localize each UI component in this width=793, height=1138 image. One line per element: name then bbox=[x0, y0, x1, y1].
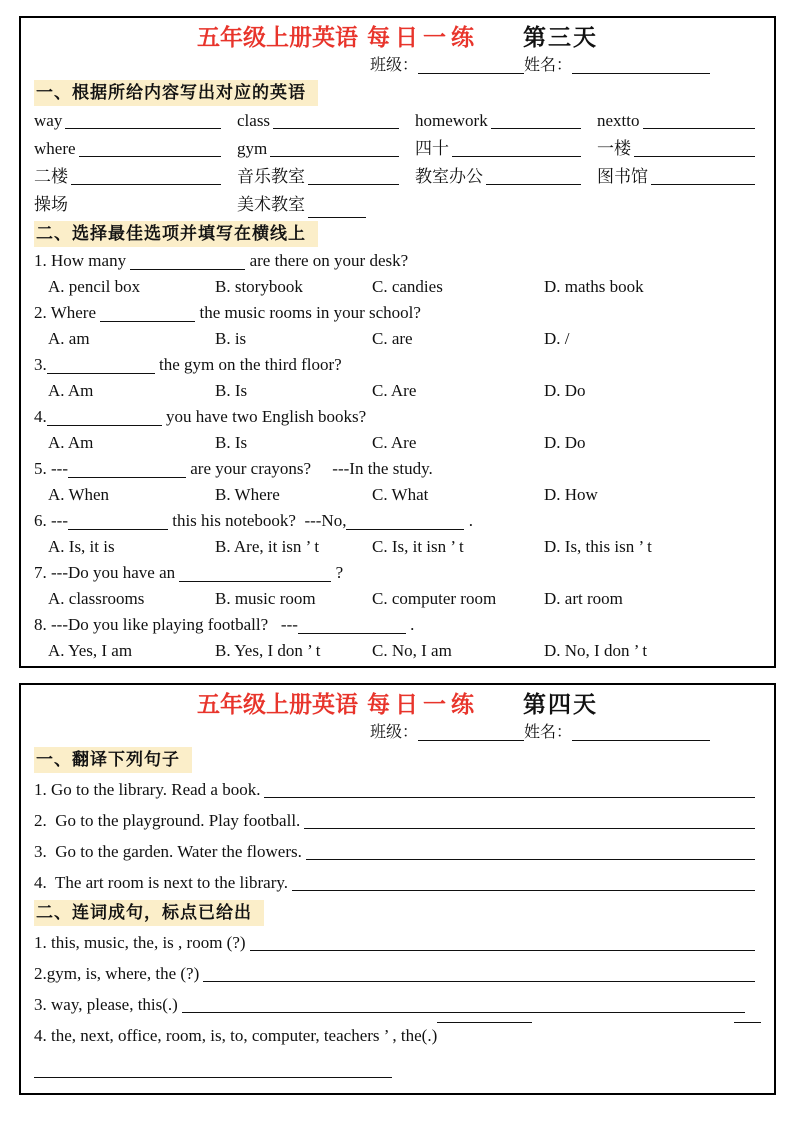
class-blank-line bbox=[418, 71, 524, 74]
vocab-cell bbox=[597, 135, 761, 163]
question-text: 8. ---Do you like playing football? --- bbox=[34, 615, 298, 634]
class-blank-line bbox=[418, 738, 524, 741]
question-text: 2. Where bbox=[34, 303, 101, 322]
vocab-grid bbox=[34, 107, 761, 219]
answer-blank-line bbox=[292, 890, 755, 891]
question-line bbox=[34, 404, 761, 430]
vocab-blank-line bbox=[308, 217, 366, 218]
option-b: B. Is bbox=[215, 433, 248, 452]
vocab-cell bbox=[34, 191, 237, 219]
worksheet-day3 bbox=[19, 16, 776, 668]
name-blank-line bbox=[572, 71, 710, 74]
option-b: B. Yes, I don ’ t bbox=[215, 641, 321, 660]
option-b: B. Are, it isn ’ t bbox=[215, 537, 320, 556]
rearrange-item bbox=[34, 958, 761, 989]
rearrange-text: 1. this, music, the, is , room (?) bbox=[34, 933, 246, 952]
answer-blank-line bbox=[264, 797, 755, 798]
question-line bbox=[34, 352, 761, 378]
option-b: B. is bbox=[215, 329, 247, 348]
option-d: D. Do bbox=[544, 433, 586, 452]
translation-item bbox=[34, 774, 761, 805]
vocab-label: nextto bbox=[597, 111, 640, 130]
option-a: A. pencil box bbox=[48, 277, 141, 296]
question-text: are your crayons? ---In the study. bbox=[185, 459, 433, 478]
options-row bbox=[34, 430, 761, 456]
question-line bbox=[34, 560, 761, 586]
answer-blank-line bbox=[203, 981, 755, 982]
rearrange-text: 3. way, please, this(.) bbox=[34, 995, 178, 1014]
title-series: 每日一练 bbox=[367, 25, 479, 50]
rearrange-text: 2.gym, is, where, the (?) bbox=[34, 964, 200, 983]
question-text: this his notebook? ---No, bbox=[167, 511, 347, 530]
question-blank bbox=[47, 371, 155, 374]
option-d: D. No, I don ’ t bbox=[544, 641, 648, 660]
question-blank bbox=[298, 631, 406, 634]
vocab-blank-line bbox=[308, 184, 399, 185]
vocab-cell bbox=[237, 135, 415, 163]
question-blank bbox=[47, 423, 162, 426]
class-label: 班级： bbox=[370, 57, 419, 74]
rearrange-item bbox=[34, 927, 761, 958]
option-d: D. / bbox=[544, 329, 570, 348]
options-row bbox=[34, 274, 761, 300]
question-blank bbox=[68, 527, 168, 530]
title-book: 五年级上册英语 bbox=[197, 25, 358, 50]
option-d: D. maths book bbox=[544, 277, 644, 296]
translation-text: 4. The art room is next to the library. bbox=[34, 873, 288, 892]
option-d: D. Do bbox=[544, 381, 586, 400]
question-line bbox=[34, 300, 761, 326]
vocab-cell bbox=[237, 191, 415, 219]
question-text: ? bbox=[331, 563, 344, 582]
rearrange-item bbox=[34, 1020, 761, 1051]
options-row bbox=[34, 638, 761, 664]
question-blank bbox=[100, 319, 195, 322]
vocab-label: 二楼 bbox=[34, 167, 68, 186]
answer-blank-line bbox=[182, 1012, 745, 1013]
option-c: C. candies bbox=[372, 277, 443, 296]
options-row bbox=[34, 326, 761, 352]
options-row bbox=[34, 482, 761, 508]
option-c: C. What bbox=[372, 485, 429, 504]
option-a: A. Am bbox=[48, 381, 94, 400]
title-day: 第四天 bbox=[523, 692, 598, 717]
vocab-cell bbox=[597, 107, 761, 135]
vocab-cell bbox=[237, 163, 415, 191]
question-blank bbox=[179, 579, 331, 582]
vocab-blank-line bbox=[452, 156, 581, 157]
title-book: 五年级上册英语 bbox=[197, 692, 358, 717]
option-c: C. Are bbox=[372, 381, 417, 400]
section-header-rearrange: 二、连词成句，标点已给出 bbox=[34, 900, 264, 926]
question-text: 4. bbox=[34, 407, 47, 426]
vocab-cell bbox=[34, 135, 237, 163]
question-text: you have two English books? bbox=[161, 407, 367, 426]
section-header-translate: 一、翻译下列句子 bbox=[34, 747, 192, 773]
answer-blank-line bbox=[250, 950, 755, 951]
page-title bbox=[34, 22, 761, 53]
vocab-cell bbox=[415, 191, 597, 219]
vocab-label: where bbox=[34, 139, 76, 158]
option-c: C. Are bbox=[372, 433, 417, 452]
option-d: D. Is, this isn ’ t bbox=[544, 537, 652, 556]
question-text: 6. --- bbox=[34, 511, 68, 530]
translation-item bbox=[34, 867, 761, 898]
translation-text: 3. Go to the garden. Water the flowers. bbox=[34, 842, 302, 861]
section-header-choice: 二、选择最佳选项并填写在横线上 bbox=[34, 221, 318, 247]
vocab-blank-line bbox=[65, 128, 221, 129]
title-series: 每日一练 bbox=[367, 692, 479, 717]
question-text: 5. --- bbox=[34, 459, 68, 478]
vocab-cell bbox=[597, 191, 761, 219]
option-d: D. How bbox=[544, 485, 598, 504]
title-day: 第三天 bbox=[523, 25, 598, 50]
vocab-label: homework bbox=[415, 111, 488, 130]
vocab-cell bbox=[415, 163, 597, 191]
question-blank bbox=[68, 475, 186, 478]
vocab-blank-line bbox=[486, 184, 581, 185]
question-text: the music rooms in your school? bbox=[195, 303, 421, 322]
question-line bbox=[34, 612, 761, 638]
option-c: C. are bbox=[372, 329, 413, 348]
option-a: A. Am bbox=[48, 433, 94, 452]
option-d: D. art room bbox=[544, 589, 623, 608]
question-line bbox=[34, 456, 761, 482]
question-text: 1. How many bbox=[34, 251, 131, 270]
options-row bbox=[34, 586, 761, 612]
vocab-blank-line bbox=[643, 128, 756, 129]
vocab-cell bbox=[237, 107, 415, 135]
vocab-label: gym bbox=[237, 139, 268, 158]
answer-blank-line bbox=[734, 1020, 761, 1023]
option-b: B. music room bbox=[215, 589, 316, 608]
vocab-blank-line bbox=[273, 128, 399, 129]
rearrange-text: 4. the, next, office, room, is, to, computer, teachers ’ , the(.) bbox=[34, 1026, 438, 1045]
translation-text: 1. Go to the library. Read a book. bbox=[34, 780, 261, 799]
option-a: A. When bbox=[48, 485, 110, 504]
question-line bbox=[34, 248, 761, 274]
options-row bbox=[34, 534, 761, 560]
class-name-line bbox=[34, 720, 761, 745]
answer-blank-line bbox=[306, 859, 755, 860]
vocab-cell bbox=[34, 107, 237, 135]
translation-item bbox=[34, 805, 761, 836]
question-text: the gym on the third floor? bbox=[154, 355, 342, 374]
option-c: C. computer room bbox=[372, 589, 497, 608]
option-a: A. am bbox=[48, 329, 90, 348]
vocab-label: way bbox=[34, 111, 63, 130]
vocab-label: 操场 bbox=[34, 195, 68, 214]
vocab-blank-line bbox=[651, 184, 755, 185]
vocab-label: 四十 bbox=[415, 139, 449, 158]
translation-text: 2. Go to the playground. Play football. bbox=[34, 811, 301, 830]
vocab-blank-line bbox=[270, 156, 399, 157]
vocab-label: 教室办公 bbox=[415, 167, 483, 186]
vocab-cell bbox=[597, 163, 761, 191]
option-a: A. classrooms bbox=[48, 589, 145, 608]
vocab-blank-line bbox=[491, 128, 581, 129]
answer-blank-line bbox=[437, 1020, 532, 1023]
translation-item bbox=[34, 836, 761, 867]
option-b: B. Where bbox=[215, 485, 280, 504]
rearrange-continuation bbox=[34, 1051, 761, 1087]
vocab-blank-line bbox=[71, 184, 221, 185]
vocab-label: class bbox=[237, 111, 271, 130]
question-text: are there on your desk? bbox=[245, 251, 409, 270]
option-a: A. Is, it is bbox=[48, 537, 115, 556]
option-a: A. Yes, I am bbox=[48, 641, 133, 660]
answer-blank-line bbox=[304, 828, 755, 829]
options-row bbox=[34, 378, 761, 404]
vocab-cell bbox=[415, 107, 597, 135]
class-label: 班级： bbox=[370, 724, 419, 741]
vocab-label: 一楼 bbox=[597, 139, 631, 158]
vocab-label: 音乐教室 bbox=[237, 167, 305, 186]
question-text: . bbox=[405, 615, 415, 634]
vocab-blank-line bbox=[79, 156, 221, 157]
worksheet-day4 bbox=[19, 683, 776, 1095]
vocab-label: 图书馆 bbox=[597, 167, 648, 186]
rearrange-item bbox=[34, 989, 761, 1020]
vocab-label: 美术教室 bbox=[237, 195, 305, 214]
page-title bbox=[34, 689, 761, 720]
vocab-blank-line bbox=[634, 156, 755, 157]
name-blank-line bbox=[572, 738, 710, 741]
option-b: B. Is bbox=[215, 381, 248, 400]
name-label: 姓名： bbox=[524, 724, 573, 741]
option-b: B. storybook bbox=[215, 277, 303, 296]
option-c: C. Is, it isn ’ t bbox=[372, 537, 464, 556]
question-text: 3. bbox=[34, 355, 47, 374]
option-c: C. No, I am bbox=[372, 641, 452, 660]
name-label: 姓名： bbox=[524, 57, 573, 74]
vocab-cell bbox=[415, 135, 597, 163]
question-text: . bbox=[464, 511, 473, 530]
question-blank bbox=[346, 527, 464, 530]
vocab-cell bbox=[34, 163, 237, 191]
question-line bbox=[34, 508, 761, 534]
class-name-line bbox=[34, 53, 761, 78]
question-blank bbox=[130, 267, 245, 270]
question-text: 7. ---Do you have an bbox=[34, 563, 180, 582]
answer-blank-line bbox=[34, 1075, 392, 1078]
section-header-vocab: 一、根据所给内容写出对应的英语 bbox=[34, 80, 318, 106]
